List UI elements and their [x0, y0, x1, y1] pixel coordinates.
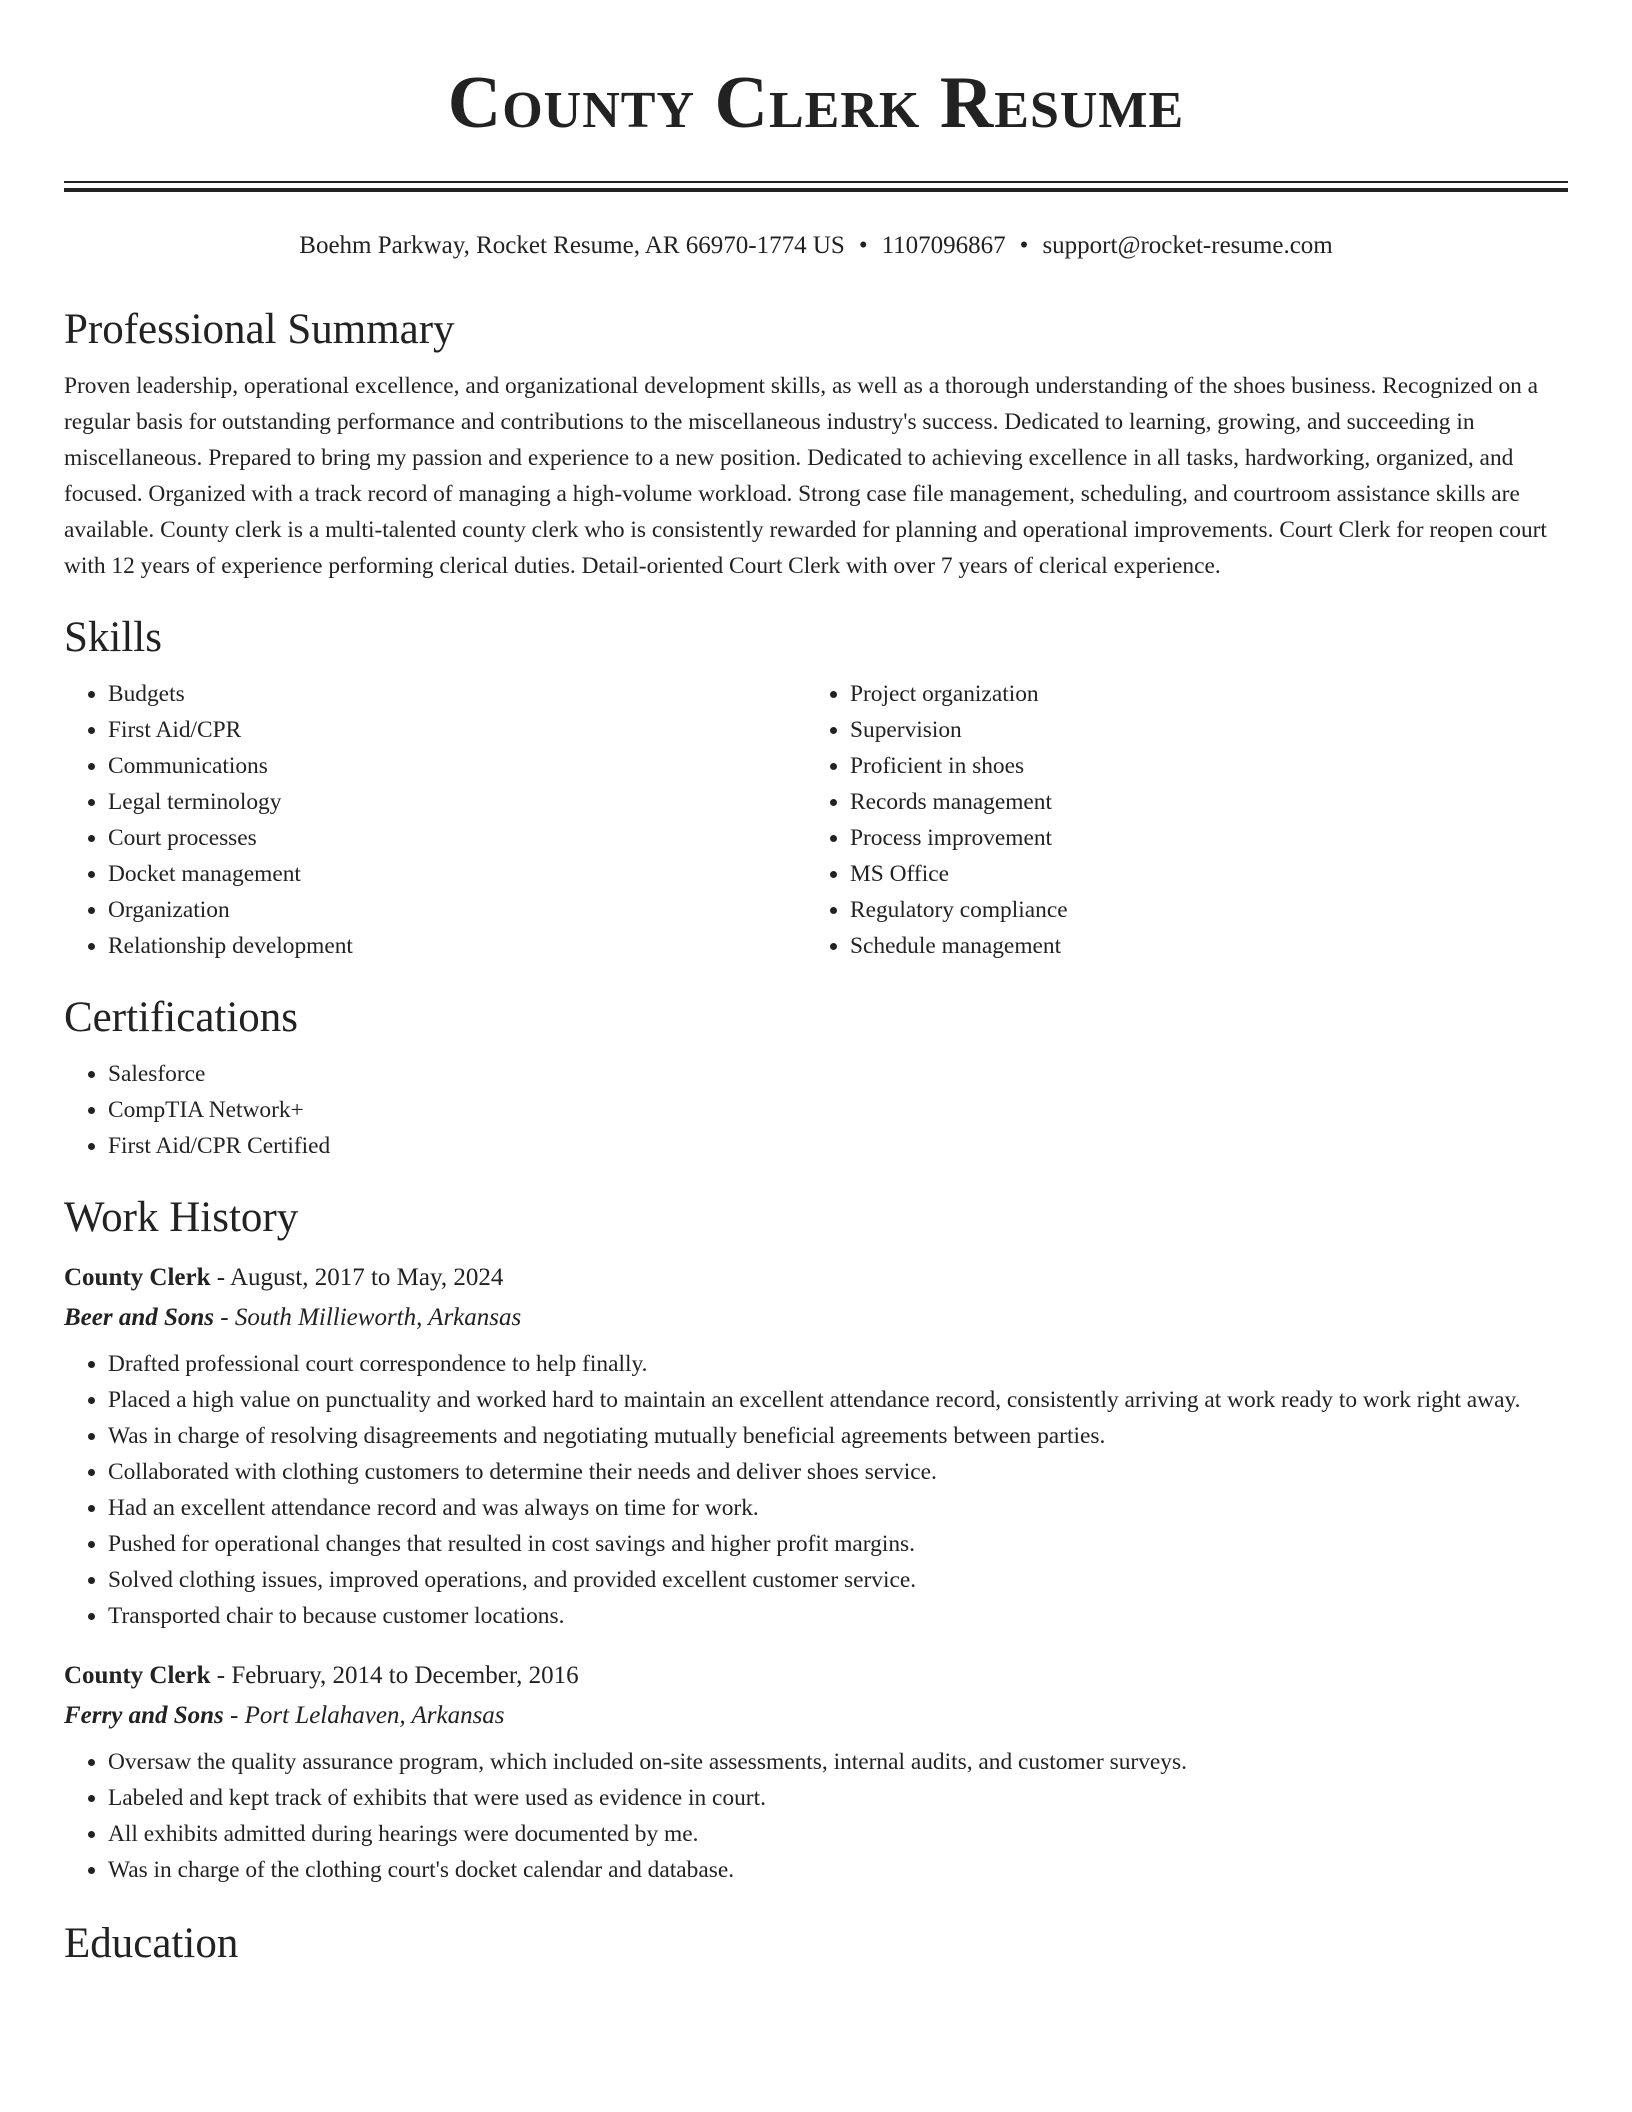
job-duty-item: • Oversaw the quality assurance program, which included on-site assessments, internal audits, and customer surveys. — [108, 1744, 1568, 1780]
job-dates: - August, 2017 to May, 2024 — [210, 1264, 504, 1291]
skill-item: • Communications — [108, 748, 806, 784]
contact-separator: • — [858, 232, 868, 259]
certification-item: • CompTIA Network+ — [108, 1092, 1568, 1128]
skill-item: • Docket management — [108, 856, 806, 892]
job-employer: Beer and Sons — [64, 1304, 215, 1331]
job-employer: Ferry and Sons — [64, 1702, 224, 1729]
job-role: County Clerk — [64, 1264, 211, 1291]
job-title-line — [64, 1656, 1568, 1696]
skill-item: • Records management — [850, 784, 1548, 820]
skills-list-left — [64, 676, 806, 964]
contact-line — [64, 230, 1568, 262]
skills-column-right — [806, 676, 1548, 964]
job-duty-item: • Pushed for operational changes that resulted in cost savings and higher profit margins. — [108, 1526, 1568, 1562]
skill-item: • Project organization — [850, 676, 1548, 712]
contact-separator: • — [1019, 232, 1029, 259]
skill-item: • Budgets — [108, 676, 806, 712]
skills-list-right — [806, 676, 1548, 964]
job-entry — [64, 1258, 1568, 1634]
skill-item: • Schedule management — [850, 928, 1548, 964]
employer-line — [64, 1696, 1568, 1736]
work-history-heading: Work History — [64, 1194, 299, 1241]
job-location: - Port Lelahaven, Arkansas — [223, 1702, 505, 1729]
contact-email: support@rocket-resume.com — [1042, 232, 1333, 259]
summary-text: Proven leadership, operational excellence, and organizational development skills, as well as a thorough understanding of the shoes business. Recognized on a regular basis for outstanding performance and contributions to the miscellaneous industry's success. Dedicated to learning, growing, and succeeding in miscellaneous. Prepared to bring my passion and experience to a new position. Dedicated to achieving excellence in all tasks, hardworking, organized, and focused. Organized with a track record of managing a high-volume workload. Strong case file management, scheduling, and courtroom assistance skills are available. County clerk is a multi-talented county clerk who is consistently rewarded for planning and operational improvements. Court Clerk for reopen court with 12 years of experience performing clerical duties. Detail-oriented Court Clerk with over 7 years of clerical experience. — [64, 373, 1547, 579]
skill-item: • Legal terminology — [108, 784, 806, 820]
skill-item: • MS Office — [850, 856, 1548, 892]
resume-title: County Clerk Resume — [447, 62, 1185, 144]
certification-item: • Salesforce — [108, 1056, 1568, 1092]
job-entry — [64, 1656, 1568, 1888]
job-duty-item: • Had an excellent attendance record and was always on time for work. — [108, 1490, 1568, 1526]
employer-line — [64, 1298, 1568, 1338]
job-title-line — [64, 1258, 1568, 1298]
certifications-heading: Certifications — [64, 994, 299, 1041]
skill-item: • Relationship development — [108, 928, 806, 964]
job-duties-list — [64, 1346, 1568, 1634]
job-duty-item: • Labeled and kept track of exhibits that were used as evidence in court. — [108, 1780, 1568, 1816]
job-duty-item: • Was in charge of resolving disagreements and negotiating mutually beneficial agreements between parties. — [108, 1418, 1568, 1454]
skill-item: • Supervision — [850, 712, 1548, 748]
job-duty-item: • Drafted professional court correspondence to help finally. — [108, 1346, 1568, 1382]
skill-item: • Organization — [108, 892, 806, 928]
job-duty-item: • Solved clothing issues, improved operations, and provided excellent customer service. — [108, 1562, 1568, 1598]
skill-item: • Court processes — [108, 820, 806, 856]
certification-item: • First Aid/CPR Certified — [108, 1128, 1568, 1164]
contact-address: Boehm Parkway, Rocket Resume, AR 66970-1774 US — [299, 232, 845, 259]
job-duties-list — [64, 1744, 1568, 1888]
skill-item: • Regulatory compliance — [850, 892, 1548, 928]
skills-column-left — [64, 676, 806, 964]
skill-item: • Proficient in shoes — [850, 748, 1548, 784]
job-duty-item: • All exhibits admitted during hearings were documented by me. — [108, 1816, 1568, 1852]
certifications-list — [64, 1056, 1568, 1164]
job-duty-item: • Was in charge of the clothing court's docket calendar and database. — [108, 1852, 1568, 1888]
skills-heading: Skills — [64, 614, 162, 661]
skill-item: • Process improvement — [850, 820, 1548, 856]
job-dates: - February, 2014 to December, 2016 — [210, 1662, 579, 1689]
job-location: - South Millieworth, Arkansas — [214, 1304, 522, 1331]
contact-phone: 1107096867 — [881, 232, 1006, 259]
job-role: County Clerk — [64, 1662, 211, 1689]
education-heading: Education — [64, 1920, 239, 1967]
job-duty-item: • Placed a high value on punctuality and worked hard to maintain an excellent attendance record, consistently arriving at work ready to work right away. — [108, 1382, 1568, 1418]
job-duty-item: • Transported chair to because customer locations. — [108, 1598, 1568, 1634]
skills-grid — [64, 676, 1568, 964]
job-duty-item: • Collaborated with clothing customers to determine their needs and deliver shoes service. — [108, 1454, 1568, 1490]
summary-heading: Professional Summary — [64, 306, 455, 353]
skill-item: • First Aid/CPR — [108, 712, 806, 748]
title-divider — [64, 181, 1568, 192]
